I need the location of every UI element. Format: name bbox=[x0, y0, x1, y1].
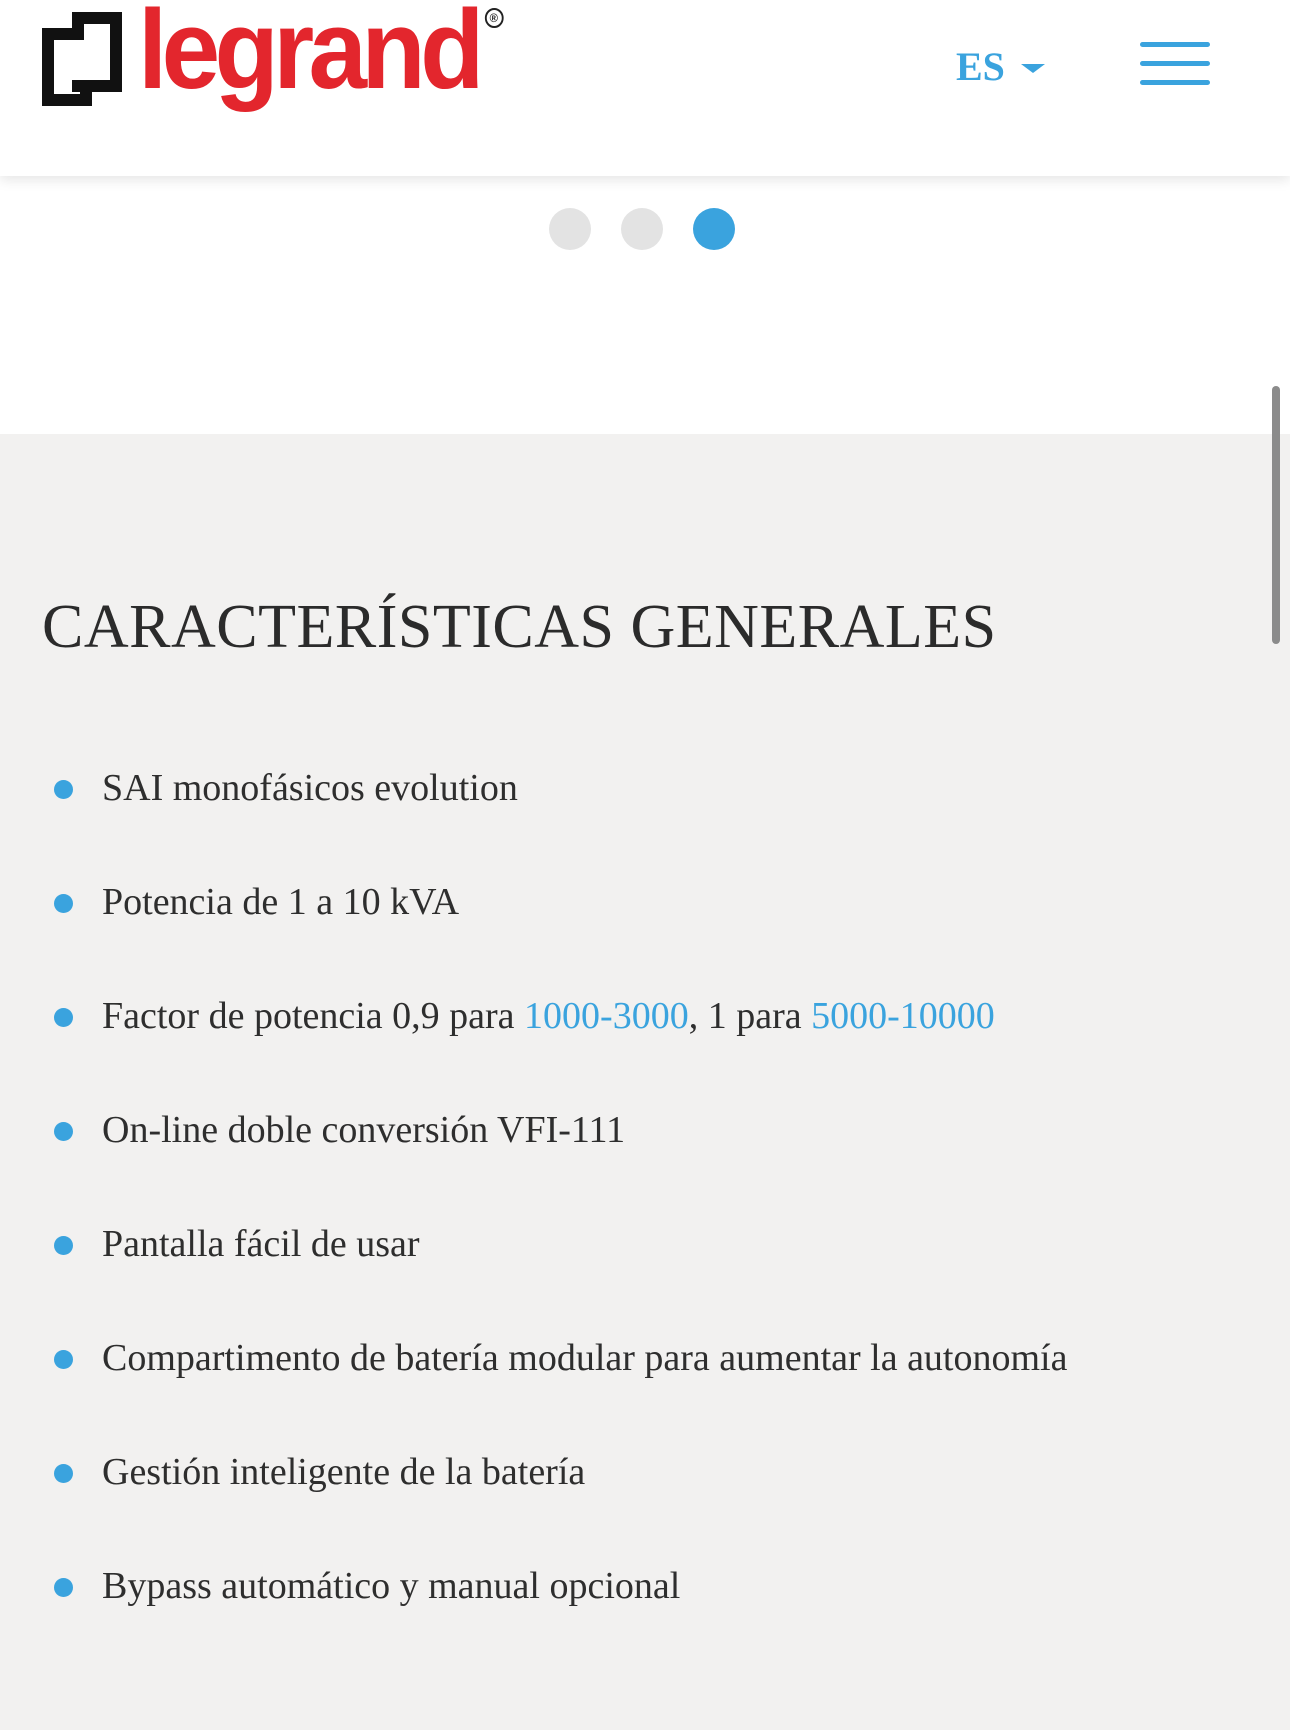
hamburger-menu-icon bbox=[1140, 80, 1210, 85]
list-item-text: Bypass automático y manual opcional bbox=[102, 1565, 681, 1607]
list-item-text: , 1 para bbox=[688, 995, 812, 1037]
bullet-icon bbox=[54, 1578, 73, 1597]
list-item bbox=[0, 766, 1200, 880]
link-5000-10000[interactable]: 5000-10000 bbox=[811, 995, 995, 1037]
caret-down-icon bbox=[1021, 64, 1045, 73]
language-selector[interactable] bbox=[956, 40, 1045, 92]
carousel-area bbox=[0, 176, 1290, 434]
bullet-icon bbox=[54, 1464, 73, 1483]
hamburger-menu-button[interactable] bbox=[1140, 42, 1210, 88]
list-item bbox=[0, 1450, 1200, 1564]
site-header bbox=[0, 0, 1290, 176]
features-section bbox=[0, 434, 1290, 1730]
carousel-dot-1[interactable] bbox=[549, 208, 591, 250]
list-item-text: Compartimento de batería modular para aumentar la autonomía bbox=[102, 1337, 1068, 1379]
carousel-pagination bbox=[549, 208, 765, 250]
list-item-text: Gestión inteligente de la batería bbox=[102, 1451, 586, 1493]
language-label: ES bbox=[956, 43, 1005, 89]
list-item-text: Potencia de 1 a 10 kVA bbox=[102, 881, 460, 923]
link-1000-3000[interactable]: 1000-3000 bbox=[524, 995, 689, 1037]
bullet-icon bbox=[54, 1008, 73, 1027]
list-item-text: On-line doble conversión VFI-111 bbox=[102, 1109, 626, 1151]
list-item-text: SAI monofásicos evolution bbox=[102, 767, 518, 809]
bullet-icon bbox=[54, 1122, 73, 1141]
list-item bbox=[0, 1564, 1200, 1678]
hamburger-menu-icon bbox=[1140, 61, 1210, 66]
legrand-logo-mark-icon bbox=[40, 12, 124, 108]
list-item bbox=[0, 880, 1200, 994]
bullet-icon bbox=[54, 1236, 73, 1255]
list-item-text: Factor de potencia 0,9 para bbox=[102, 995, 525, 1037]
list-item bbox=[0, 1108, 1200, 1222]
list-item-text: Pantalla fácil de usar bbox=[102, 1223, 420, 1265]
carousel-dot-2[interactable] bbox=[621, 208, 663, 250]
section-title: CARACTERÍSTICAS GENERALES bbox=[42, 593, 997, 661]
bullet-icon bbox=[54, 894, 73, 913]
hamburger-menu-icon bbox=[1140, 42, 1210, 47]
feature-list bbox=[0, 766, 1200, 1678]
carousel-dot-3[interactable] bbox=[693, 208, 735, 250]
legrand-logo[interactable] bbox=[40, 0, 501, 138]
list-item bbox=[0, 1222, 1200, 1336]
list-item bbox=[0, 1336, 1200, 1450]
legrand-wordmark bbox=[138, 0, 498, 112]
bullet-icon bbox=[54, 780, 73, 799]
registered-mark: ® bbox=[484, 8, 503, 28]
page-scrollbar[interactable] bbox=[1272, 386, 1280, 644]
logo-text: legrand bbox=[138, 0, 479, 112]
bullet-icon bbox=[54, 1350, 73, 1369]
list-item bbox=[0, 994, 1200, 1108]
